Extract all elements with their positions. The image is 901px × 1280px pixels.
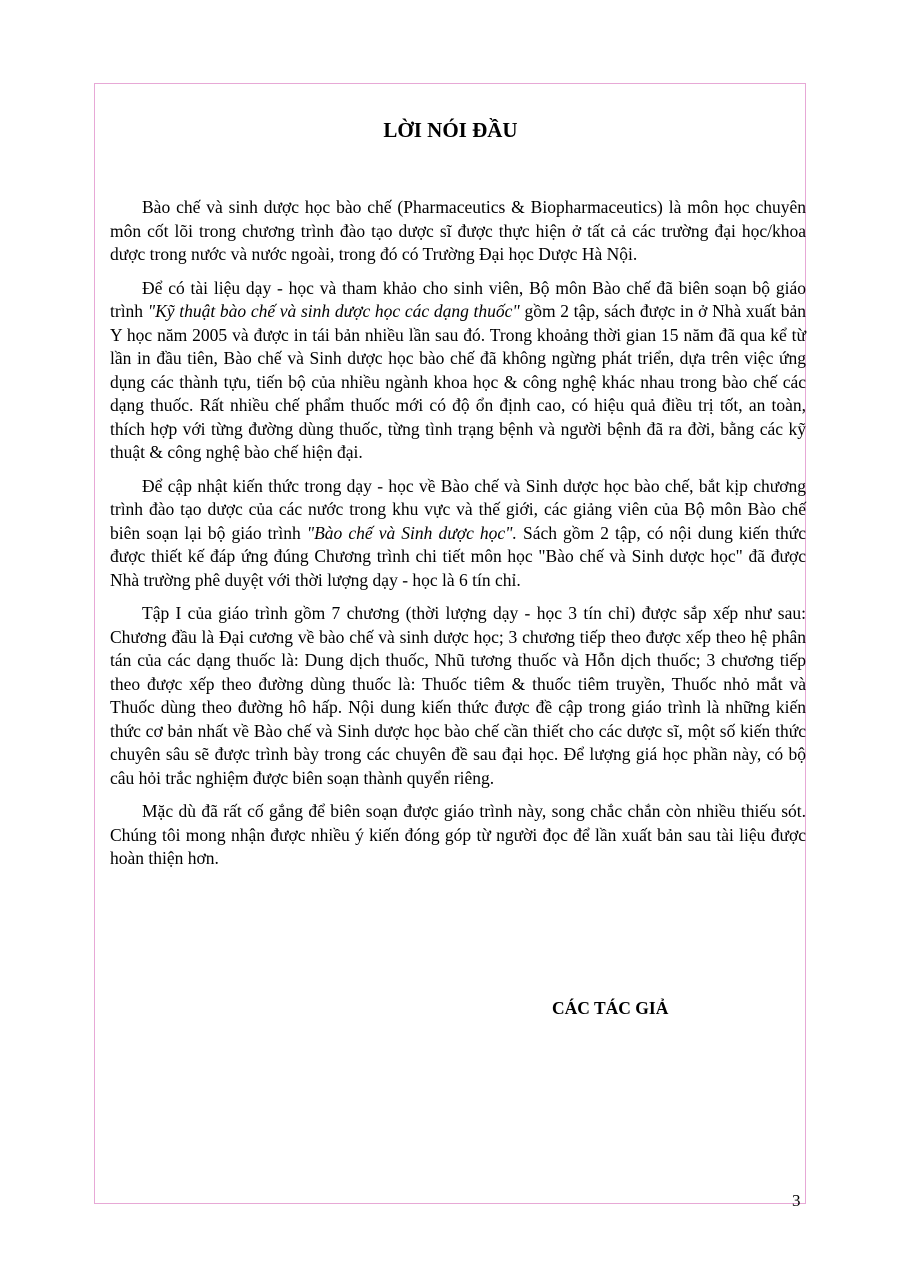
- paragraph-1: Bào chế và sinh dược học bào chế (Pharmaceutics & Biopharmaceutics) là môn học chuyên môn cốt lõi trong chương trình đào tạo dược sĩ được thực hiện ở tất cả các trường đại học/khoa dược trong nước và nước ngoài, trong đó có Trường Đại học Dược Hà Nội.: [110, 197, 806, 264]
- paragraph-5: Mặc dù đã rất cố gắng để biên soạn được giáo trình này, song chắc chắn còn nhiều thiếu sót. Chúng tôi mong nhận được nhiều ý kiến đóng góp từ người đọc để lần xuất bản sau tài liệu được hoàn thiện hơn.: [110, 801, 806, 868]
- paragraph-2-after: gồm 2 tập, sách được in ở Nhà xuất bản Y học năm 2005 và được in tái bản nhiều lần sau đó. Trong khoảng thời gian 15 năm đã qua kể từ lần in đầu tiên, Bào chế và Sinh dược học bào chế đã không ngừng phát triển, dựa trên việc ứng dụng các thành tựu, tiến bộ của nhiều ngành khoa học & công nghệ khác nhau trong bào chế các dạng thuốc. Rất nhiều chế phẩm thuốc mới có độ ổn định cao, có hiệu quả điều trị tốt, an toàn, thích hợp với từng đường dùng thuốc, từng tình trạng bệnh và người bệnh đã ra đời, bằng các kỹ thuật & công nghệ bào chế hiện đại.: [110, 301, 806, 462]
- paragraph-2-before: Để có tài liệu dạy - học và tham khảo cho sinh viên, Bộ môn Bào chế đã biên soạn bộ giáo trình: [110, 277, 806, 321]
- authors-signature: CÁC TÁC GIẢ: [552, 998, 669, 1018]
- book-title-italic: "Kỹ thuật bào chế và sinh dược học các dạng thuốc": [147, 301, 520, 321]
- paragraph-3-before: Để cập nhật kiến thức trong dạy - học về Bào chế và Sinh dược học bào chế, bắt kịp chương trình đào tạo dược của các nước trong khu vực và thế giới, các giảng viên của Bộ môn Bào chế biên soạn lại bộ giáo trình: [110, 475, 806, 543]
- paragraph-2: [110, 277, 806, 465]
- new-book-title-italic: "Bào chế và Sinh dược học".: [306, 522, 517, 543]
- paragraph-3-after: Sách gồm 2 tập, có nội dung kiến thức được thiết kế đáp ứng đúng Chương trình chi tiết môn học "Bào chế và Sinh dược học" đã được Nhà trường phê duyệt với thời lượng dạy - học là 6 tín chỉ.: [110, 522, 806, 590]
- page-title: LỜI NÓI ĐẦU: [383, 118, 518, 142]
- paragraph-4: Tập I của giáo trình gồm 7 chương (thời lượng dạy - học 3 tín chỉ) được sắp xếp như sau: Chương đầu là Đại cương về bào chế và sinh dược học; 3 chương tiếp theo được xếp theo hệ phân tán của các dạng thuốc là: Dung dịch thuốc, Nhũ tương thuốc và Hỗn dịch thuốc; 3 chương tiếp theo được xếp theo đường dùng thuốc là: Thuốc tiêm & thuốc tiêm truyền, Thuốc nhỏ mắt và Thuốc dùng theo đường hô hấp. Nội dung kiến thức được đề cập trong giáo trình là những kiến thức cơ bản nhất về Bào chế và Sinh dược học bào chế cần thiết cho các dược sĩ, một số kiến thức chuyên sâu sẽ được trình bày trong các chuyên đề sau đại học. Để lượng giá học phần này, có bộ câu hỏi trắc nghiệm được biên soạn thành quyển riêng.: [110, 603, 806, 788]
- paragraph-3: [110, 475, 806, 593]
- document-body: [110, 196, 806, 881]
- page-number: 3: [792, 1191, 801, 1210]
